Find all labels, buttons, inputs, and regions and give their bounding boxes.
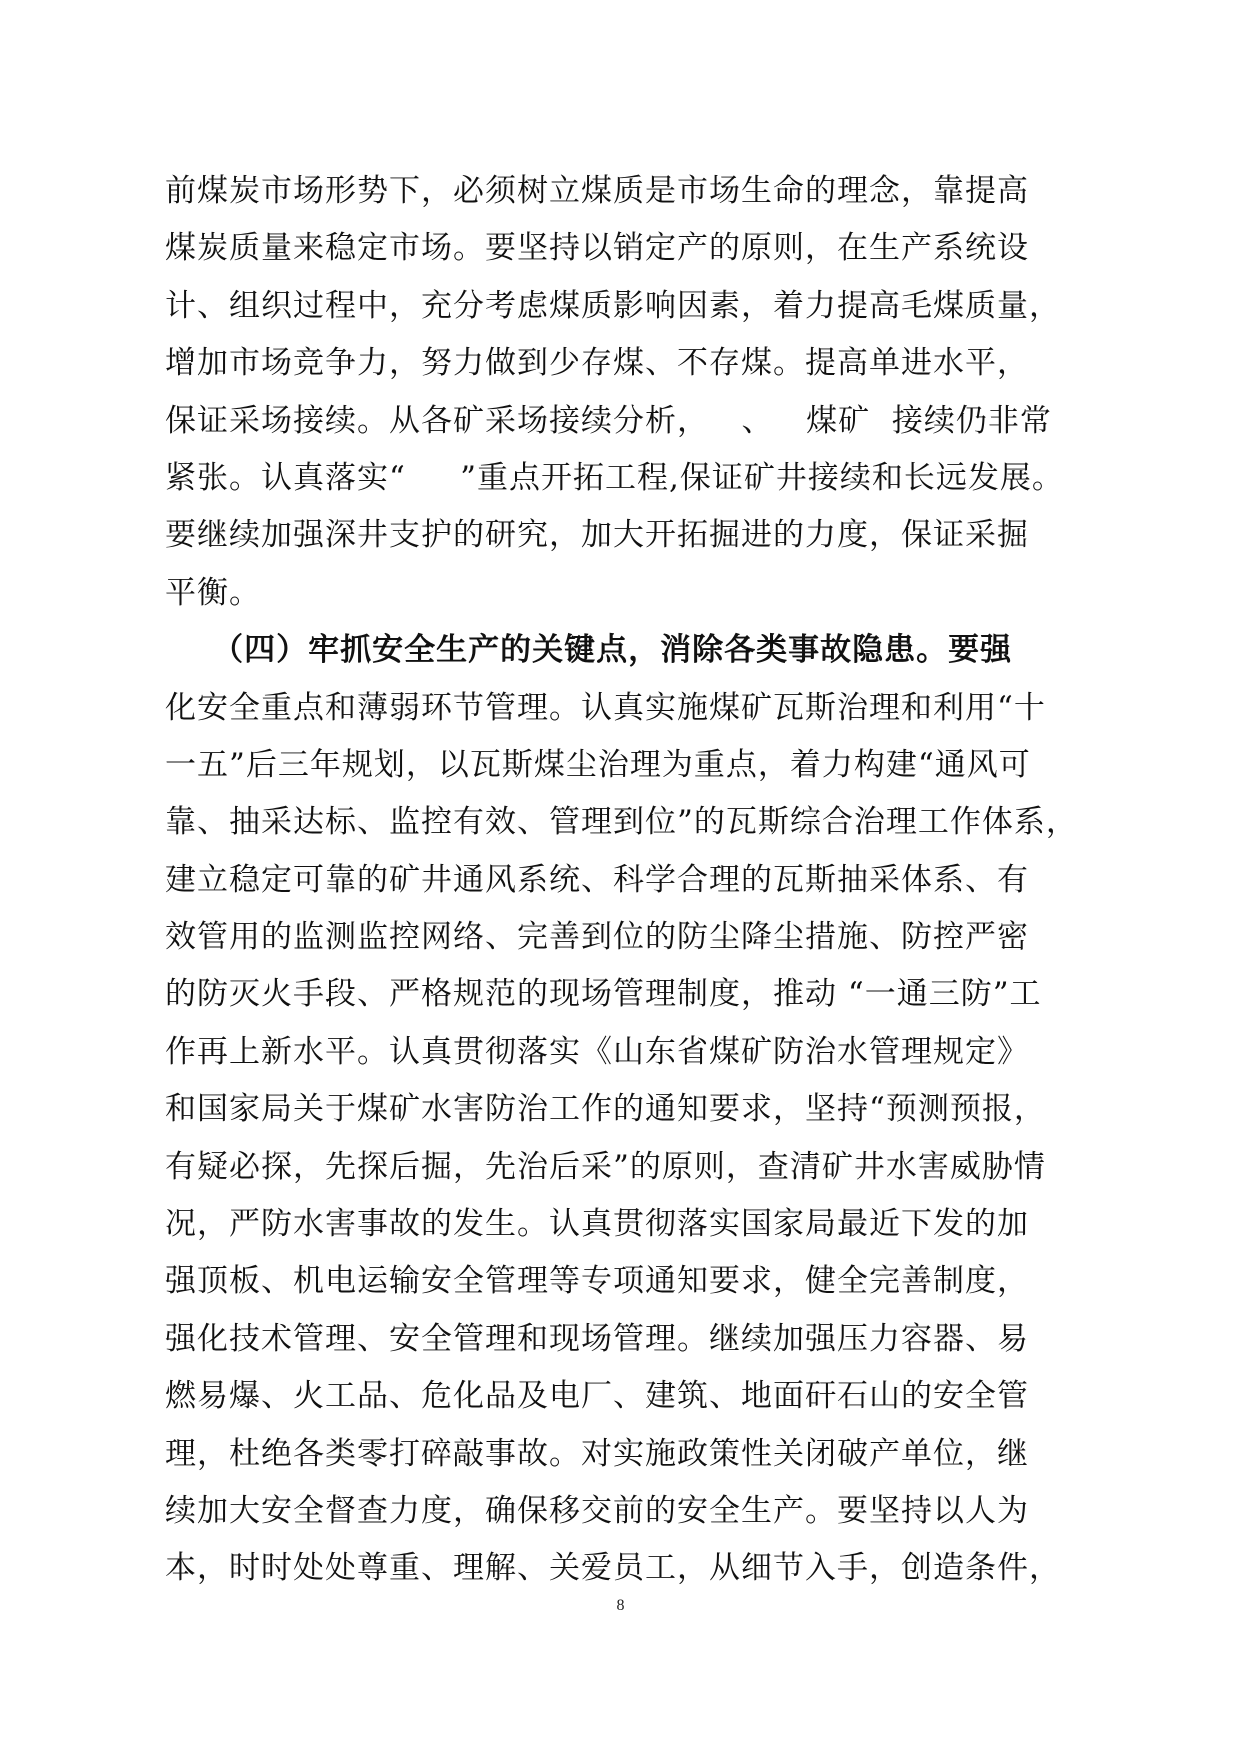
text-line: 增加市场竞争力，努力做到少存煤、不存煤。提高单进水平， [165, 345, 1029, 382]
text-line: 前煤炭市场形势下，必须树立煤质是市场生命的理念，靠提高 [165, 173, 1029, 209]
text-line: 建立稳定可靠的矿井通风系统、科学合理的瓦斯抽采体系、有 [165, 861, 1029, 898]
text-line: 强化技术管理、安全管理和现场管理。继续加强压力容器、易 [165, 1320, 1029, 1357]
text-line: 续加大安全督查力度，确保移交前的安全生产。要坚持以人为 [165, 1492, 1029, 1529]
text-line: 本，时时处处尊重、理解、关爱员工，从细节入手，创造条件， [165, 1550, 1061, 1587]
text-line: 煤炭质量来稳定市场。要坚持以销定产的原则，在生产系统设 [165, 230, 1029, 267]
text-line: 有疑必探，先探后掘，先治后采”的原则，查清矿井水害威胁情 [165, 1148, 1046, 1185]
text-line: 要继续加强深井支护的研究，加大开拓掘进的力度，保证采掘 [165, 517, 1029, 554]
text-line: 况，严防水害事故的发生。认真贯彻落实国家局最近下发的加 [165, 1206, 1029, 1243]
text-line: 计、组织过程中，充分考虑煤质影响因素，着力提高毛煤质量， [165, 287, 1061, 324]
text-line: 作再上新水平。认真贯彻落实《山东省煤矿防治水管理规定》 [165, 1033, 1029, 1070]
text-line: 平衡。 [165, 574, 261, 611]
text-line: 紧张。认真落实“ ”重点开拓工程,保证矿井接续和长远发展。 [165, 459, 1064, 496]
page-number: 8 [616, 1597, 625, 1614]
text-line: 理，杜绝各类零打碎敲事故。对实施政策性关闭破产单位，继 [165, 1435, 1029, 1472]
body-text [165, 163, 1078, 1598]
section-heading-line: （四）牢抓安全生产的关键点，消除各类事故隐患。要强 [165, 632, 1013, 669]
text-line: 的防灭火手段、严格规范的现场管理制度，推动 “一通三防”工 [165, 976, 1042, 1013]
text-line: 靠、抽采达标、监控有效、管理到位”的瓦斯综合治理工作体系， [165, 804, 1078, 841]
text-line: 一五”后三年规划，以瓦斯煤尘治理为重点，着力构建“通风可 [165, 746, 1031, 783]
text-line: 效管用的监测监控网络、完善到位的防尘降尘措施、防控严密 [165, 919, 1029, 956]
text-line: 和国家局关于煤矿水害防治工作的通知要求，坚持“预测预报， [165, 1091, 1046, 1128]
text-line: 化安全重点和薄弱环节管理。认真实施煤矿瓦斯治理和利用“十 [165, 689, 1046, 726]
text-line: 强顶板、机电运输安全管理等专项通知要求，健全完善制度， [165, 1263, 1029, 1300]
text-line: 保证采场接续。从各矿采场接续分析， 、 煤矿 接续仍非常 [165, 402, 1052, 439]
text-line: 燃易爆、火工品、危化品及电厂、建筑、地面矸石山的安全管 [165, 1378, 1029, 1415]
